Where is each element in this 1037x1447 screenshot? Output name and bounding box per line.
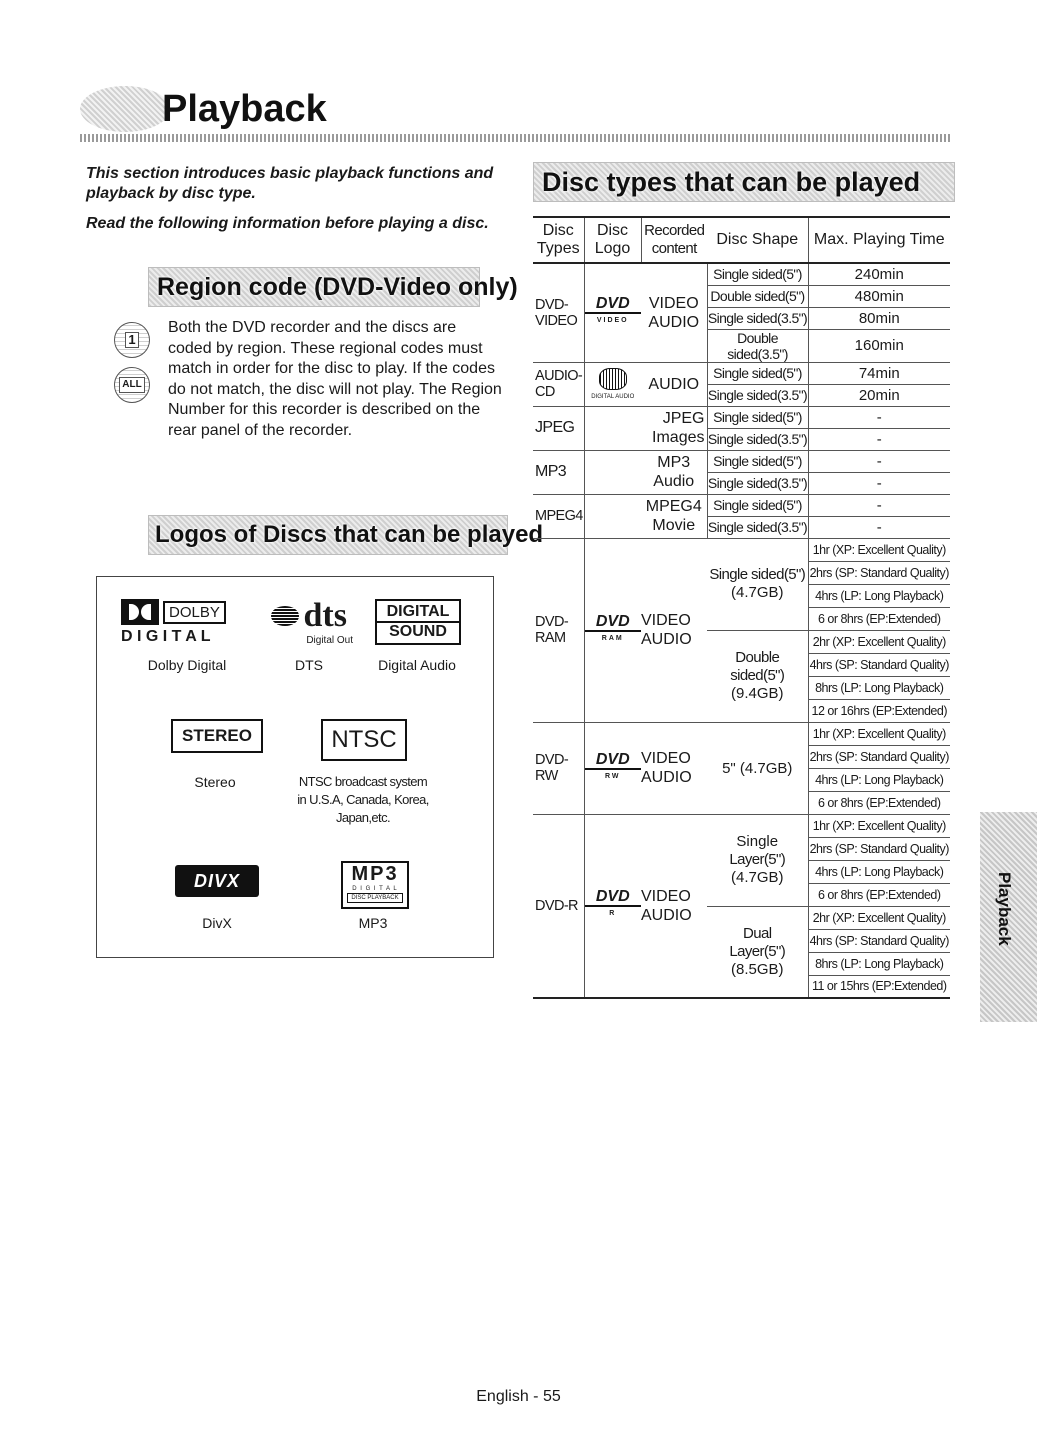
playing-time-cell: 6 or 8hrs (EP:Extended) — [808, 791, 950, 814]
playing-time-cell: - — [808, 428, 950, 450]
disc-shape-cell: Single sided(3.5") — [707, 384, 808, 406]
dts-mark: dts — [303, 597, 347, 634]
dvd-r-logo: DVD R — [584, 814, 641, 998]
disc-shape-cell: Single sided(5") — [707, 450, 808, 472]
dts-disc-icon — [271, 606, 299, 626]
intro-line: playback by disc type. — [86, 185, 256, 202]
header-disc-shape: Disc Shape — [707, 218, 808, 263]
content-audio-cd: AUDIO — [641, 362, 707, 406]
table-row — [533, 494, 950, 516]
playing-time-cell: 20min — [808, 384, 950, 406]
header-recorded-content: Recorded content — [641, 218, 707, 263]
content-mpeg4: MPEG4 Movie — [641, 494, 707, 538]
playing-time-cell: - — [808, 494, 950, 516]
type-dvd-video: DVD- VIDEO — [533, 263, 584, 362]
ntsc-caption-line: NTSC broadcast system — [298, 774, 428, 789]
stereo-caption: Stereo — [194, 774, 236, 790]
playing-time-cell: - — [808, 472, 950, 494]
playing-time-cell: 2hrs (SP: Standard Quality) — [808, 837, 950, 860]
globe-region-1-icon: 1 — [114, 322, 150, 358]
playing-time-cell: 80min — [808, 307, 950, 329]
region-heading-banner — [148, 267, 518, 307]
header-disc-logo: Disc Logo — [584, 218, 641, 263]
divx-logo — [175, 865, 259, 897]
mp3-mark: MP3 — [351, 863, 399, 885]
ntsc-caption-line: in U.S.A, Canada, Korea, — [297, 792, 429, 807]
dts-logo — [259, 597, 359, 646]
logos-heading: Logos of Discs that can be played — [155, 521, 544, 548]
playback-side-tab — [980, 812, 1037, 1022]
playing-time-cell: 4hrs (SP: Standard Quality) — [808, 929, 950, 952]
playing-time-cell: - — [808, 516, 950, 538]
ntsc-logo: NTSC — [321, 719, 407, 761]
mp3-logo-empty — [584, 450, 641, 494]
table-row — [533, 450, 950, 472]
playing-time-cell: 4hrs (LP: Long Playback) — [808, 584, 950, 607]
playing-time-cell: 2hrs (SP: Standard Quality) — [808, 561, 950, 584]
header-max-playing-time: Max. Playing Time — [808, 218, 950, 263]
mp3-sub: D I G I T A L — [352, 886, 398, 892]
playing-time-cell: - — [808, 406, 950, 428]
digital-sound-line: DIGITAL — [386, 603, 450, 620]
logos-box — [96, 576, 494, 958]
side-tab-label: Playback — [995, 872, 1014, 946]
region-line: do not match, the disc will not play. The Region — [168, 380, 502, 398]
playing-time-cell: 1hr (XP: Excellent Quality) — [808, 538, 950, 561]
shape-dvd-r-dual: Dual Layer(5") (8.5GB) — [707, 906, 808, 998]
type-dvd-ram: DVD- RAM — [533, 538, 584, 722]
type-audio-cd: AUDIO- CD — [533, 362, 584, 406]
playing-time-cell: 1hr (XP: Excellent Quality) — [808, 814, 950, 837]
intro-line: This section introduces basic playback functions and — [86, 165, 494, 182]
digital-sound-line: SOUND — [377, 621, 459, 641]
playing-time-cell: - — [808, 450, 950, 472]
dvd-video-logo: DVD VIDEO — [584, 263, 641, 362]
stereo-logo: STEREO — [171, 719, 263, 753]
disc-shape-cell: Single sided(3.5") — [707, 472, 808, 494]
content-dvd-ram: VIDEO AUDIO — [641, 538, 707, 722]
divx-caption: DivX — [202, 915, 232, 931]
mp3-logo — [341, 861, 409, 909]
divx-mark: DIVX — [193, 870, 240, 891]
type-mpeg4: MPEG4 — [533, 494, 584, 538]
type-mp3: MP3 — [533, 450, 584, 494]
playing-time-cell: 2hr (XP: Excellent Quality) — [808, 630, 950, 653]
disc-types-heading-banner — [533, 162, 955, 202]
intro-text — [86, 164, 516, 204]
dvd-ram-logo: DVD RAM — [584, 538, 641, 722]
region-description — [168, 318, 508, 441]
playing-time-cell: 480min — [808, 285, 950, 307]
dolby-caption: Dolby Digital — [147, 657, 227, 673]
dolby-word: D I G I T A L — [121, 628, 211, 645]
dolby-dd-icon — [121, 599, 159, 625]
region-line: Both the DVD recorder and the discs are — [168, 319, 457, 336]
dts-caption: DTS — [295, 657, 323, 673]
page-number: English - 55 — [476, 1388, 561, 1405]
playing-time-cell: 1hr (XP: Excellent Quality) — [808, 722, 950, 745]
type-dvd-rw: DVD-RW — [533, 722, 584, 814]
playing-time-cell: 2hrs (SP: Standard Quality) — [808, 745, 950, 768]
disc-shape-cell: Single sided(5") — [707, 494, 808, 516]
table-row — [533, 362, 950, 384]
globe-region-all-icon: ALL — [114, 367, 150, 403]
content-dvd-r: VIDEO AUDIO — [641, 814, 707, 998]
disc-shape-cell: Single sided(3.5") — [707, 428, 808, 450]
region-line: match in order for the disc to play. If the codes — [168, 360, 495, 377]
audio-cd-logo: DIGITAL AUDIO — [584, 362, 641, 406]
playing-time-cell: 8hrs (LP: Long Playback) — [808, 676, 950, 699]
shape-dvd-ram-single: Single sided(5") (4.7GB) — [707, 538, 808, 630]
content-dvd-video: VIDEO AUDIO — [641, 263, 707, 362]
table-row — [533, 722, 950, 745]
playing-time-cell: 4hrs (LP: Long Playback) — [808, 768, 950, 791]
read-first-note: Read the following information before playing a disc. — [86, 215, 489, 232]
table-row — [533, 538, 950, 561]
disc-shape-cell: Single sided(3.5") — [707, 516, 808, 538]
region-line: coded by region. These regional codes must — [168, 339, 483, 357]
content-jpeg: JPEG Images — [641, 406, 707, 450]
mpeg4-logo-empty — [584, 494, 641, 538]
mp3-caption: MP3 — [358, 915, 388, 931]
playing-time-cell: 6 or 8hrs (EP:Extended) — [808, 883, 950, 906]
disc-types-heading: Disc types that can be played — [542, 167, 921, 197]
table-row — [533, 406, 950, 428]
header-disc-types: Disc Types — [533, 218, 584, 263]
dolby-digital-logo — [121, 599, 247, 646]
jpeg-logo-empty — [584, 406, 641, 450]
disc-icon — [80, 86, 170, 132]
playing-time-cell: 4hrs (LP: Long Playback) — [808, 860, 950, 883]
table-header-row — [533, 218, 950, 263]
region-line: rear panel of the recorder. — [168, 421, 353, 439]
disc-types-table — [533, 218, 950, 999]
content-dvd-rw: VIDEO AUDIO — [641, 722, 707, 814]
type-jpeg: JPEG — [533, 406, 584, 450]
playing-time-cell: 11 or 15hrs (EP:Extended) — [808, 975, 950, 998]
disc-shape-cell: Single sided(5") — [707, 263, 808, 285]
region-line: Number for this recorder is described on the — [168, 401, 481, 418]
disc-shape-cell: Single sided(5") — [707, 406, 808, 428]
dvd-rw-logo: DVD RW — [584, 722, 641, 814]
disc-shape-cell: Double sided(3.5") — [707, 329, 808, 362]
compact-disc-icon — [599, 368, 627, 390]
digital-sound-logo — [375, 599, 461, 645]
dolby-box-text: DOLBY — [163, 601, 226, 624]
table-row — [533, 814, 950, 837]
page-title: Playback — [162, 88, 327, 130]
content-mp3: MP3 Audio — [641, 450, 707, 494]
disc-shape-cell: Single sided(3.5") — [707, 307, 808, 329]
ntsc-caption-line: Japan,etc. — [336, 810, 390, 825]
mp3-sub: DISC PLAYBACK — [347, 893, 403, 903]
disc-shape-cell: Double sided(5") — [707, 285, 808, 307]
digital-audio-caption: Digital Audio — [378, 657, 456, 673]
playing-time-cell: 6 or 8hrs (EP:Extended) — [808, 607, 950, 630]
playing-time-cell: 4hrs (SP: Standard Quality) — [808, 653, 950, 676]
playing-time-cell: 160min — [808, 329, 950, 362]
disc-shape-cell: Single sided(5") — [707, 362, 808, 384]
header-rule — [80, 134, 952, 142]
playing-time-cell: 8hrs (LP: Long Playback) — [808, 952, 950, 975]
ntsc-caption — [283, 773, 443, 827]
shape-dvd-ram-double: Double sided(5") (9.4GB) — [707, 630, 808, 722]
shape-dvd-rw: 5" (4.7GB) — [707, 722, 808, 814]
playing-time-cell: 12 or 16hrs (EP:Extended) — [808, 699, 950, 722]
logos-heading-banner — [148, 515, 544, 555]
region-heading: Region code (DVD-Video only) — [157, 273, 518, 301]
type-dvd-r: DVD-R — [533, 814, 584, 998]
shape-dvd-r-single: Single Layer(5") (4.7GB) — [707, 814, 808, 906]
playing-time-cell: 240min — [808, 263, 950, 285]
playing-time-cell: 74min — [808, 362, 950, 384]
dts-sub: Digital Out — [306, 635, 353, 646]
playing-time-cell: 2hr (XP: Excellent Quality) — [808, 906, 950, 929]
table-row — [533, 263, 950, 285]
